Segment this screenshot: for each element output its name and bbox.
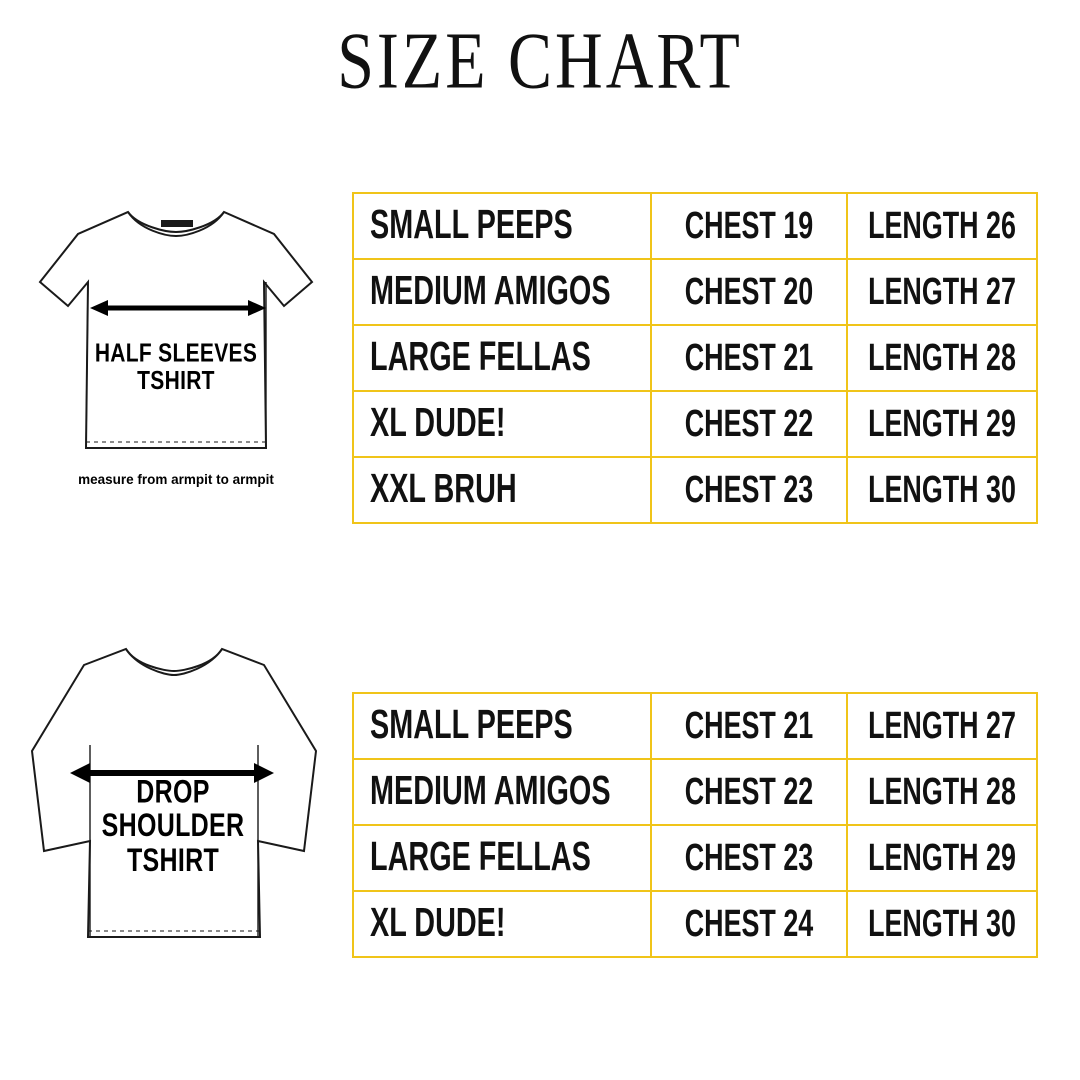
chest-cell: CHEST 22 [651, 759, 847, 825]
length-cell: LENGTH 29 [847, 825, 1037, 891]
half-sleeves-label [16, 340, 336, 395]
half-sleeves-tshirt-illustration [16, 190, 336, 500]
table-row [353, 891, 1037, 957]
drop-shoulder-tshirt-illustration [8, 625, 338, 970]
table-row [353, 259, 1037, 325]
half-sleeves-label-line1: HALF SLEEVES [94, 338, 258, 368]
table-row [353, 759, 1037, 825]
size-name-cell: XL DUDE! [353, 391, 651, 457]
drop-shoulder-label-line2: SHOULDER [101, 807, 245, 845]
half-sleeves-label-line2: TSHIRT [137, 366, 215, 396]
table-row [353, 693, 1037, 759]
chest-cell: CHEST 22 [651, 391, 847, 457]
size-name-cell: XL DUDE! [353, 891, 651, 957]
size-name-cell: SMALL PEEPS [353, 193, 651, 259]
size-name-cell: MEDIUM AMIGOS [353, 259, 651, 325]
chest-cell: CHEST 21 [651, 325, 847, 391]
size-name-cell: LARGE FELLAS [353, 325, 651, 391]
length-cell: LENGTH 28 [847, 759, 1037, 825]
length-cell: LENGTH 28 [847, 325, 1037, 391]
table-row [353, 391, 1037, 457]
table-row [353, 457, 1037, 523]
table-row [353, 193, 1037, 259]
table-row [353, 825, 1037, 891]
drop-shoulder-label-line1: DROP [136, 773, 210, 811]
chest-cell: CHEST 20 [651, 259, 847, 325]
chest-cell: CHEST 23 [651, 457, 847, 523]
size-name-cell: XXL BRUH [353, 457, 651, 523]
size-name-cell: LARGE FELLAS [353, 825, 651, 891]
size-name-cell: MEDIUM AMIGOS [353, 759, 651, 825]
chest-cell: CHEST 24 [651, 891, 847, 957]
table-row [353, 325, 1037, 391]
drop-shoulder-label-line3: TSHIRT [126, 841, 220, 879]
page-title: SIZE CHART [337, 16, 743, 106]
length-cell: LENGTH 29 [847, 391, 1037, 457]
chest-cell: CHEST 23 [651, 825, 847, 891]
length-cell: LENGTH 27 [847, 693, 1037, 759]
drop-shoulder-label [8, 775, 338, 877]
length-cell: LENGTH 27 [847, 259, 1037, 325]
length-cell: LENGTH 30 [847, 457, 1037, 523]
length-cell: LENGTH 26 [847, 193, 1037, 259]
chest-cell: CHEST 19 [651, 193, 847, 259]
half-sleeves-size-table [352, 192, 1038, 524]
drop-shoulder-size-table [352, 692, 1038, 958]
chest-cell: CHEST 21 [651, 693, 847, 759]
length-cell: LENGTH 30 [847, 891, 1037, 957]
size-name-cell: SMALL PEEPS [353, 693, 651, 759]
half-sleeves-measure-note: measure from armpit to armpit [78, 472, 274, 487]
